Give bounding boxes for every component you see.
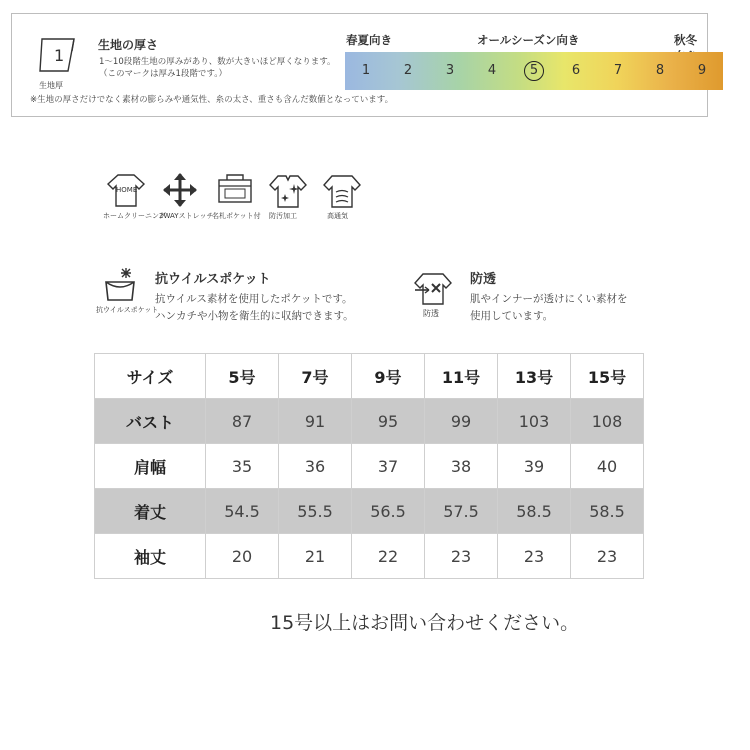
feature-stain-resistant — [268, 172, 328, 210]
table-cell: 57.5 — [425, 489, 498, 534]
feature-2way-stretch-label: 2WAYストレッチ — [159, 212, 214, 220]
table-cell: 35 — [206, 444, 279, 489]
inquiry-note: 15号以上はお問い合わせください。 — [270, 612, 580, 634]
table-cell: 20 — [206, 534, 279, 579]
row-label-cell: 着丈 — [95, 489, 206, 534]
breathable-shirt-icon — [322, 172, 362, 210]
size-header-cell: 9号 — [352, 354, 425, 399]
feature-name-tag-pocket — [215, 172, 275, 208]
size-table — [94, 353, 644, 579]
svg-text:HOME: HOME — [116, 186, 138, 194]
row-label-cell: 肩幅 — [95, 444, 206, 489]
feature-stain-resistant-label: 防汚加工 — [269, 212, 297, 220]
size-header-cell: 13号 — [498, 354, 571, 399]
feature-name-tag-pocket-label: 名札ポケット付 — [212, 212, 261, 220]
fabric-thickness-desc-note: （このマークは厚み1段階です。） — [99, 69, 227, 79]
table-cell: 54.5 — [206, 489, 279, 534]
scale-level-3: 3 — [445, 63, 455, 78]
table-row — [95, 399, 644, 444]
scale-level-5: 5 — [513, 52, 555, 90]
antivirus-pocket-icon — [100, 266, 140, 304]
table-cell: 103 — [498, 399, 571, 444]
anti-see-through-desc-1: 肌やインナーが透けにくい素材を — [470, 293, 628, 305]
feature-high-breathability — [322, 172, 382, 210]
size-header-cell: 5号 — [206, 354, 279, 399]
stretch-arrows-icon — [162, 172, 198, 208]
table-cell: 23 — [498, 534, 571, 579]
row-label-cell: バスト — [95, 399, 206, 444]
scale-level-9: 9 — [697, 63, 707, 78]
size-header-cell: 15号 — [571, 354, 644, 399]
feature-high-breathability-label: 高通気 — [327, 212, 348, 220]
table-cell: 58.5 — [571, 489, 644, 534]
table-cell: 37 — [352, 444, 425, 489]
antivirus-pocket-title: 抗ウイルスポケット — [155, 272, 271, 287]
scale-level-4: 4 — [487, 63, 497, 78]
fabric-thickness-desc: 1～10段階生地の厚みがあり、数が大きいほど厚くなります。 — [99, 57, 336, 67]
fabric-thickness-panel — [11, 13, 708, 117]
antivirus-pocket-desc-2: ハンカチや小物を衛生的に収納できます。 — [155, 310, 354, 322]
scale-level-7: 7 — [613, 63, 623, 78]
antivirus-pocket-desc-1: 抗ウイルス素材を使用したポケットです。 — [155, 293, 353, 305]
table-cell: 39 — [498, 444, 571, 489]
table-cell: 87 — [206, 399, 279, 444]
name-tag-pocket-icon — [215, 172, 255, 208]
scale-level-1: 1 — [361, 63, 371, 78]
table-cell: 55.5 — [279, 489, 352, 534]
row-label-cell: サイズ — [95, 354, 206, 399]
feature-home-cleaning — [104, 172, 164, 208]
table-cell: 91 — [279, 399, 352, 444]
table-cell: 36 — [279, 444, 352, 489]
table-row — [95, 534, 644, 579]
season-spring-summer: 春夏向き — [346, 33, 392, 47]
stain-resistant-icon — [268, 172, 308, 210]
size-header-cell: 11号 — [425, 354, 498, 399]
svg-text:1: 1 — [54, 46, 65, 65]
table-header-row — [95, 354, 644, 399]
feature-home-cleaning-label: ホームクリーニング — [103, 212, 166, 220]
fabric-thickness-icon-label: 生地厚 — [39, 81, 63, 90]
table-cell: 23 — [425, 534, 498, 579]
table-cell: 21 — [279, 534, 352, 579]
antivirus-pocket-icon-label: 抗ウイルスポケット — [96, 306, 159, 314]
table-cell: 99 — [425, 399, 498, 444]
table-cell: 23 — [571, 534, 644, 579]
home-cleaning-icon — [104, 172, 148, 208]
table-cell: 95 — [352, 399, 425, 444]
size-header-cell: 7号 — [279, 354, 352, 399]
table-cell: 38 — [425, 444, 498, 489]
fabric-thickness-footnote: ※生地の厚さだけでなく素材の膨らみや通気性、糸の太さ、重さも含んだ数値となっています。 — [30, 95, 394, 105]
table-cell: 108 — [571, 399, 644, 444]
scale-level-6: 6 — [571, 63, 581, 78]
anti-see-through-desc-2: 使用しています。 — [470, 310, 554, 322]
table-cell: 40 — [571, 444, 644, 489]
table-cell: 58.5 — [498, 489, 571, 534]
table-cell: 22 — [352, 534, 425, 579]
fabric-thickness-title: 生地の厚さ — [98, 38, 159, 52]
anti-see-through-icon — [413, 270, 453, 306]
anti-see-through-title: 防透 — [470, 272, 497, 287]
anti-see-through-icon-label: 防透 — [423, 309, 439, 318]
table-cell: 56.5 — [352, 489, 425, 534]
feature-2way-stretch — [162, 172, 222, 208]
season-all-season: オールシーズン向き — [477, 33, 580, 47]
scale-level-8: 8 — [655, 63, 665, 78]
season-autumn-winter: 秋冬 — [674, 33, 697, 47]
thickness-scale — [345, 52, 723, 90]
table-row — [95, 489, 644, 534]
scale-level-2: 2 — [403, 63, 413, 78]
table-row — [95, 444, 644, 489]
row-label-cell: 袖丈 — [95, 534, 206, 579]
